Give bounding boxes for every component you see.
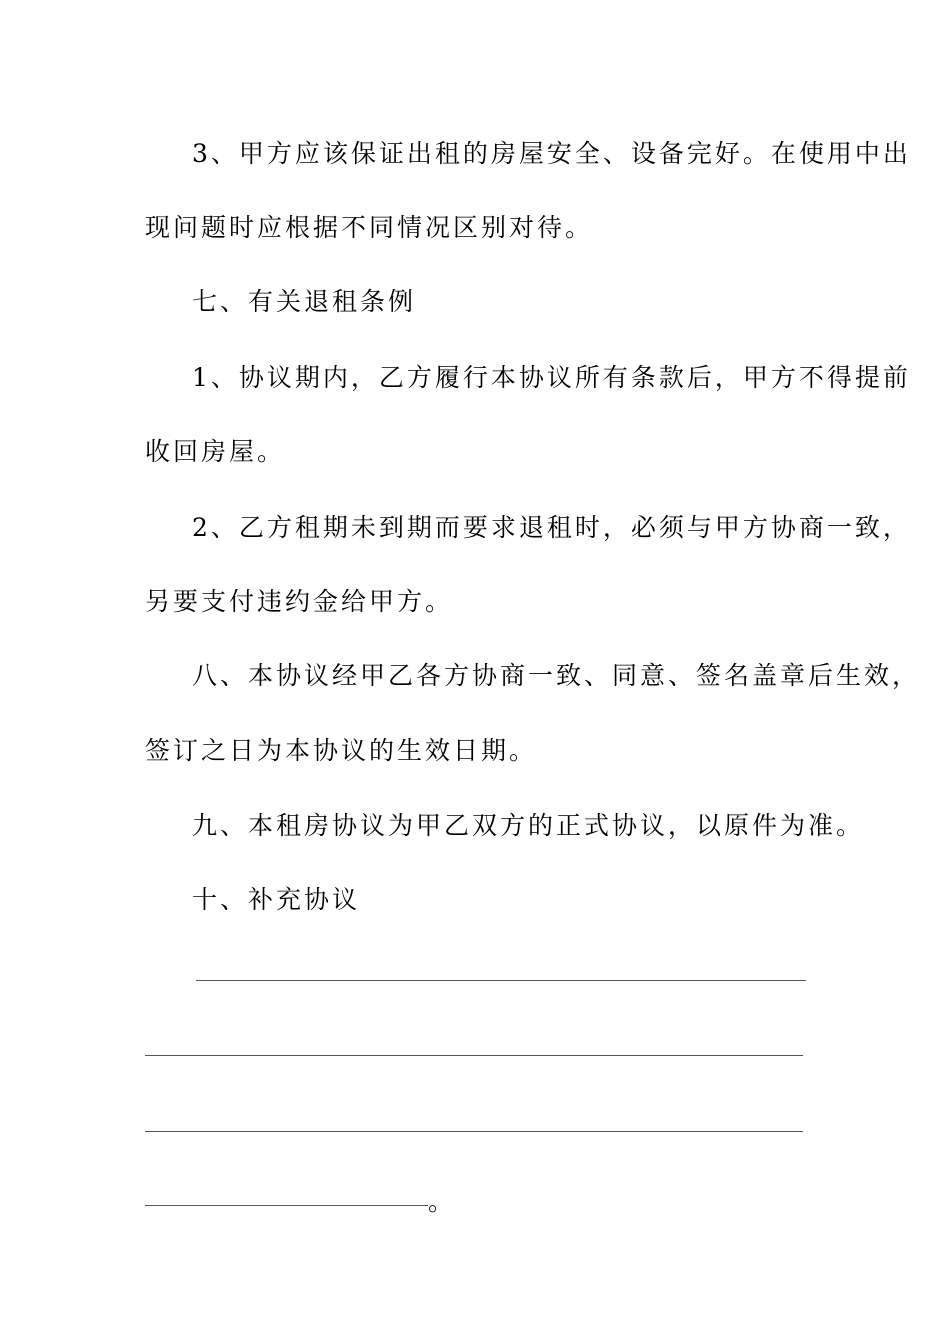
section-8-line-2: 签订之日为本协议的生效日期。 — [145, 736, 538, 765]
section-7-heading: 七、有关退租条例 — [192, 287, 417, 316]
section-10-heading: 十、补充协议 — [192, 885, 361, 914]
section-8-line-1: 八、本协议经甲乙各方协商一致、同意、签名盖章后生效， — [192, 661, 921, 690]
supplement-blank-line-3 — [145, 1131, 803, 1132]
clause-6-3-line-1: 3、甲方应该保证出租的房屋安全、设备完好。在使用中出 — [192, 139, 911, 168]
clause-7-1-line-2: 收回房屋。 — [145, 437, 286, 466]
clause-6-3-line-2: 现问题时应根据不同情况区别对待。 — [145, 213, 594, 242]
supplement-blank-line-1 — [196, 980, 806, 981]
section-9: 九、本租房协议为甲乙双方的正式协议，以原件为准。 — [192, 811, 865, 840]
supplement-blank-line-4 — [145, 1205, 428, 1206]
supplement-blank-line-2 — [145, 1055, 803, 1056]
clause-7-1-line-1: 1、协议期内，乙方履行本协议所有条款后，甲方不得提前 — [192, 363, 911, 392]
supplement-end-period: 。 — [428, 1187, 454, 1216]
clause-7-2-line-2: 另要支付违约金给甲方。 — [145, 587, 454, 616]
clause-7-2-line-1: 2、乙方租期未到期而要求退租时，必须与甲方协商一致， — [192, 513, 911, 542]
